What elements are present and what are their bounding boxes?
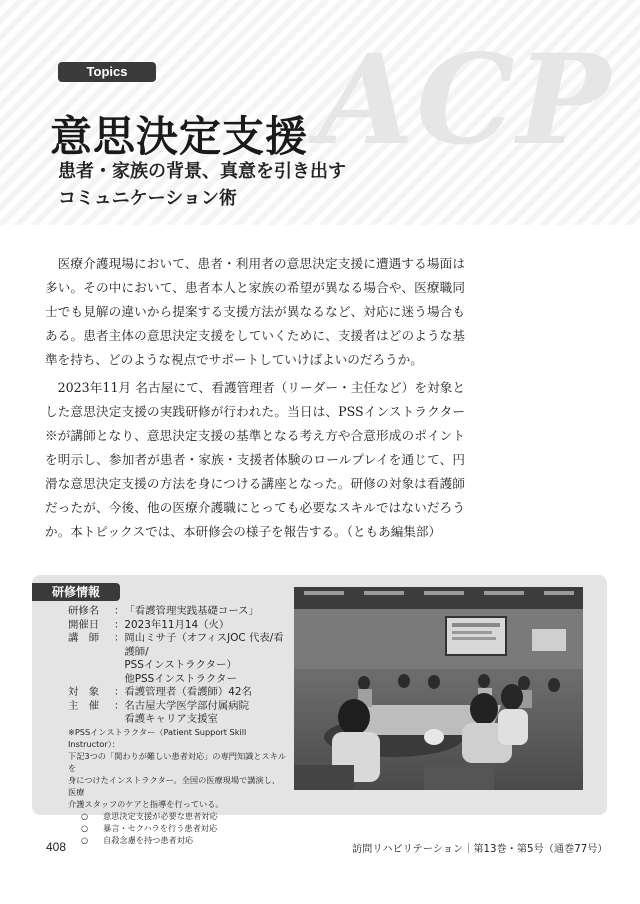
info-row-lecturer: 講 師 ： 岡山ミサ子（オフィスJOC 代表/看護師/ PSSインストラクター） 他PSSインストラクター: [68, 632, 292, 686]
training-info-list: [68, 605, 292, 727]
page-title: 意思決定支援: [50, 112, 309, 161]
note-list-item: ○ 意思決定支援が必要な患者対応: [81, 811, 218, 821]
info-label: 研修名: [68, 605, 100, 617]
report-paragraph: 2023年11月 名古屋にて、看護管理者（リーダー・主任など）を対象とした意思決定支援の実践研修が行われた。当日は、PSSインストラクター※が講師となり、意思決定支援の基準となる考え方や合意形成のポイントを明示し、参加者が患者・家族・支援者体験のロールプレイを通じて、円滑な意思決定支援の方法を身につける講座となった。研修の対象は看護師だったが、今後、他の医療介護職にとっても必要なスキルではないだろうか。本トピックスでは、本研修会の様子を報告する。（ともあ編集部）: [45, 380, 465, 539]
circle-bullet-icon: ○: [81, 811, 89, 821]
note-list-item: ○ 自殺念慮を持つ患者対応: [81, 835, 194, 845]
info-row-target: 対 象 ： 看護管理者（看護師）42名: [68, 686, 292, 700]
note-line: ※PSSインストラクター（Patient Support Skill Instructor）：: [68, 727, 247, 749]
info-value: 岡山ミサ子（オフィスJOC 代表/看護師/ PSSインストラクター） 他PSSインストラクター: [124, 632, 284, 685]
circle-bullet-icon: ○: [81, 823, 89, 833]
info-value: 「看護管理実践基礎コース」: [124, 605, 259, 617]
pss-instructor-note: [68, 726, 288, 846]
acp-watermark: ACP: [318, 28, 613, 173]
info-label: 主 催: [68, 699, 100, 712]
intro-paragraph: 医療介護現場において、患者・利用者の意思決定支援に遭遇する場面は多い。その中において、患者本人と家族の希望が異なる場合や、医療職同士でも見解の違いから提案する支援方法が異なるなど、対応に迷う場合もある。患者主体の意思決定支援をしていくために、支援者はどのような基準を持ち、どのような視点でサポートしていけばよいのだろうか。: [45, 256, 465, 367]
seminar-photo: [294, 587, 583, 790]
info-label: 対 象: [68, 686, 100, 698]
info-row-date: 開催日 ： 2023年11月14（火）: [68, 619, 292, 633]
training-info-header: 研修情報: [32, 583, 120, 601]
info-label: 講 師: [68, 632, 100, 644]
info-value: 看護管理者（看護師）42名: [124, 686, 252, 698]
note-line: 身につけたインストラクター。全国の医療現場で講演し、医療: [68, 775, 280, 797]
page-number: 408: [46, 840, 67, 854]
subtitle-line: コミュニケーション術: [58, 188, 237, 209]
info-value: 名古屋大学医学部付属病院 看護キャリア支援室: [124, 699, 250, 725]
note-line: 下記3つの「関わりが難しい患者対応」の専門知識とスキルを: [68, 751, 287, 773]
note-line: 介護スタッフのケアと指導を行っている。: [68, 799, 224, 809]
info-label: 開催日: [68, 618, 100, 631]
info-value: 2023年11月14（火）: [124, 618, 230, 631]
note-list-item: ○ 暴言・セクハラを行う患者対応: [81, 823, 218, 833]
info-row-organizer: 主 催 ： 名古屋大学医学部付属病院 看護キャリア支援室: [68, 700, 292, 727]
page-subtitle: [58, 158, 346, 212]
journal-info: 訪問リハビリテーション｜第13巻・第5号（通巻77号）: [352, 844, 608, 855]
subtitle-line: 患者・家族の背景、真意を引き出す: [58, 161, 346, 182]
info-row-course: 研修名 ： 「看護管理実践基礎コース」: [68, 605, 292, 619]
topics-badge: Topics: [58, 62, 156, 82]
circle-bullet-icon: ○: [81, 835, 89, 845]
